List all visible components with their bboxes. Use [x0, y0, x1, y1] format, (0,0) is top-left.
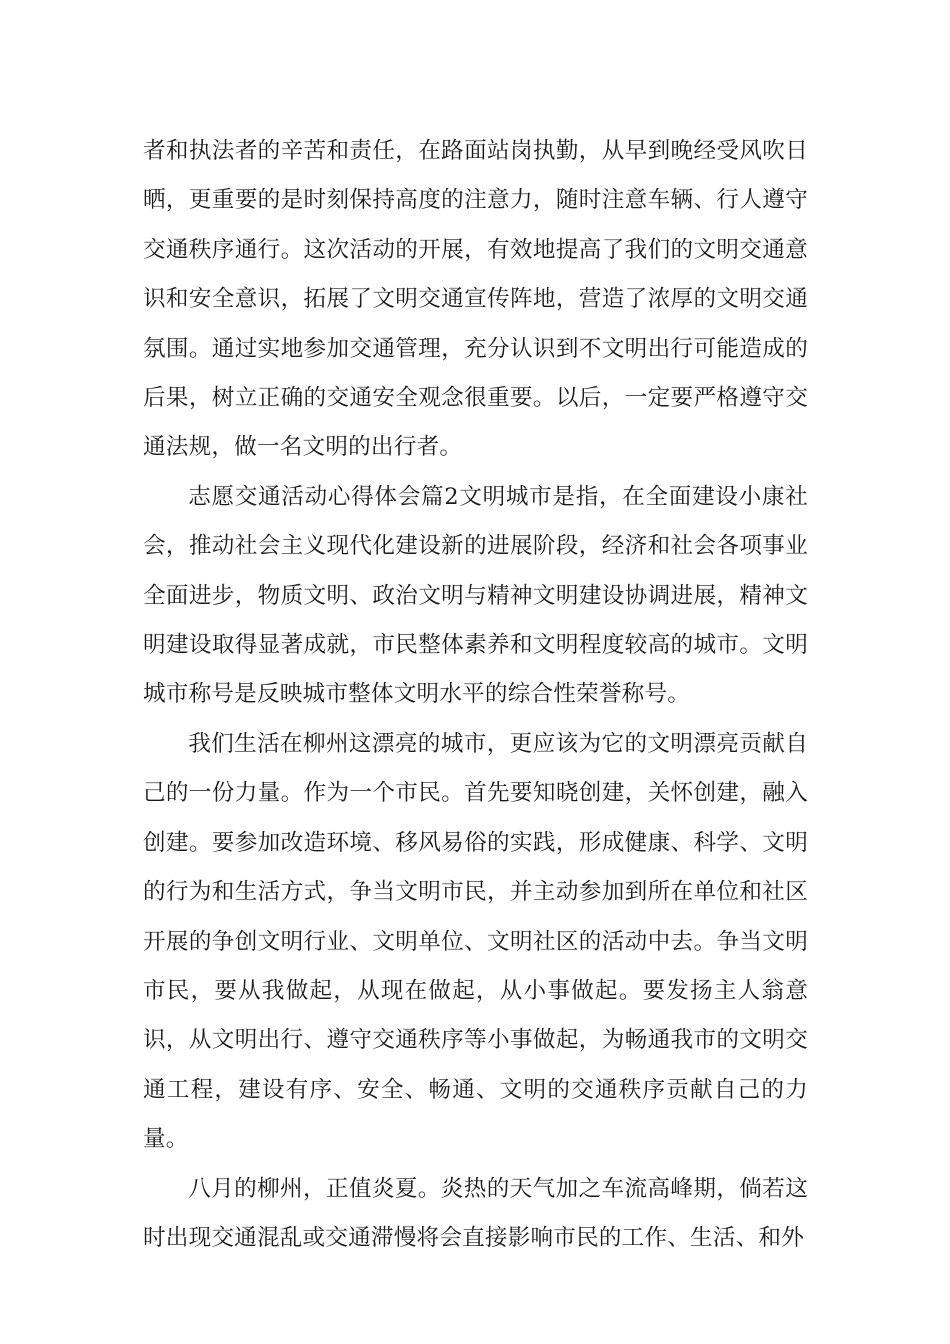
- paragraph-continuation: 者和执法者的辛苦和责任，在路面站岗执勤，从早到晚经受风吹日晒，更重要的是时刻保持高度的注意力，随时注意车辆、行人遵守交通秩序通行。这次活动的开展，有效地提高了我们的文明交通意识和安全意识，拓展了文明交通宣传阵地，营造了浓厚的文明交通氛围。通过实地参加交通管理，充分认识到不文明出行可能造成的后果，树立正确的交通安全观念很重要。以后，一定要严格遵守交通法规，做一名文明的出行者。: [143, 138, 808, 461]
- paragraph-2: 志愿交通活动心得体会篇2文明城市是指，在全面建设小康社会，推动社会主义现代化建设新的进展阶段，经济和社会各项事业全面进步，物质文明、政治文明与精神文明建设协调进展，精神文明建设取得显著成就，市民整体素养和文明程度较高的城市。文明城市称号是反映城市整体文明水平的综合性荣誉称号。: [143, 483, 808, 708]
- paragraph-3: 我们生活在柳州这漂亮的城市，更应该为它的文明漂亮贡献自己的一份力量。作为一个市民。首先要知晓创建，关怀创建，融入创建。要参加改造环境、移风易俗的实践，形成健康、科学、文明的行为和生活方式，争当文明市民，并主动参加到所在单位和社区开展的争创文明行业、文明单位、文明社区的活动中去。争当文明市民，要从我做起，从现在做起，从小事做起。要发扬主人翁意识，从文明出行、遵守交通秩序等小事做起，为畅通我市的文明交通工程，建设有序、安全、畅通、文明的交通秩序贡献自己的力量。: [143, 730, 808, 1153]
- paragraph-4: 八月的柳州，正值炎夏。炎热的天气加之车流高峰期，倘若这时出现交通混乱或交通滞慢将会直接影响市民的工作、生活、和外: [143, 1175, 808, 1251]
- document-body: [143, 127, 808, 1263]
